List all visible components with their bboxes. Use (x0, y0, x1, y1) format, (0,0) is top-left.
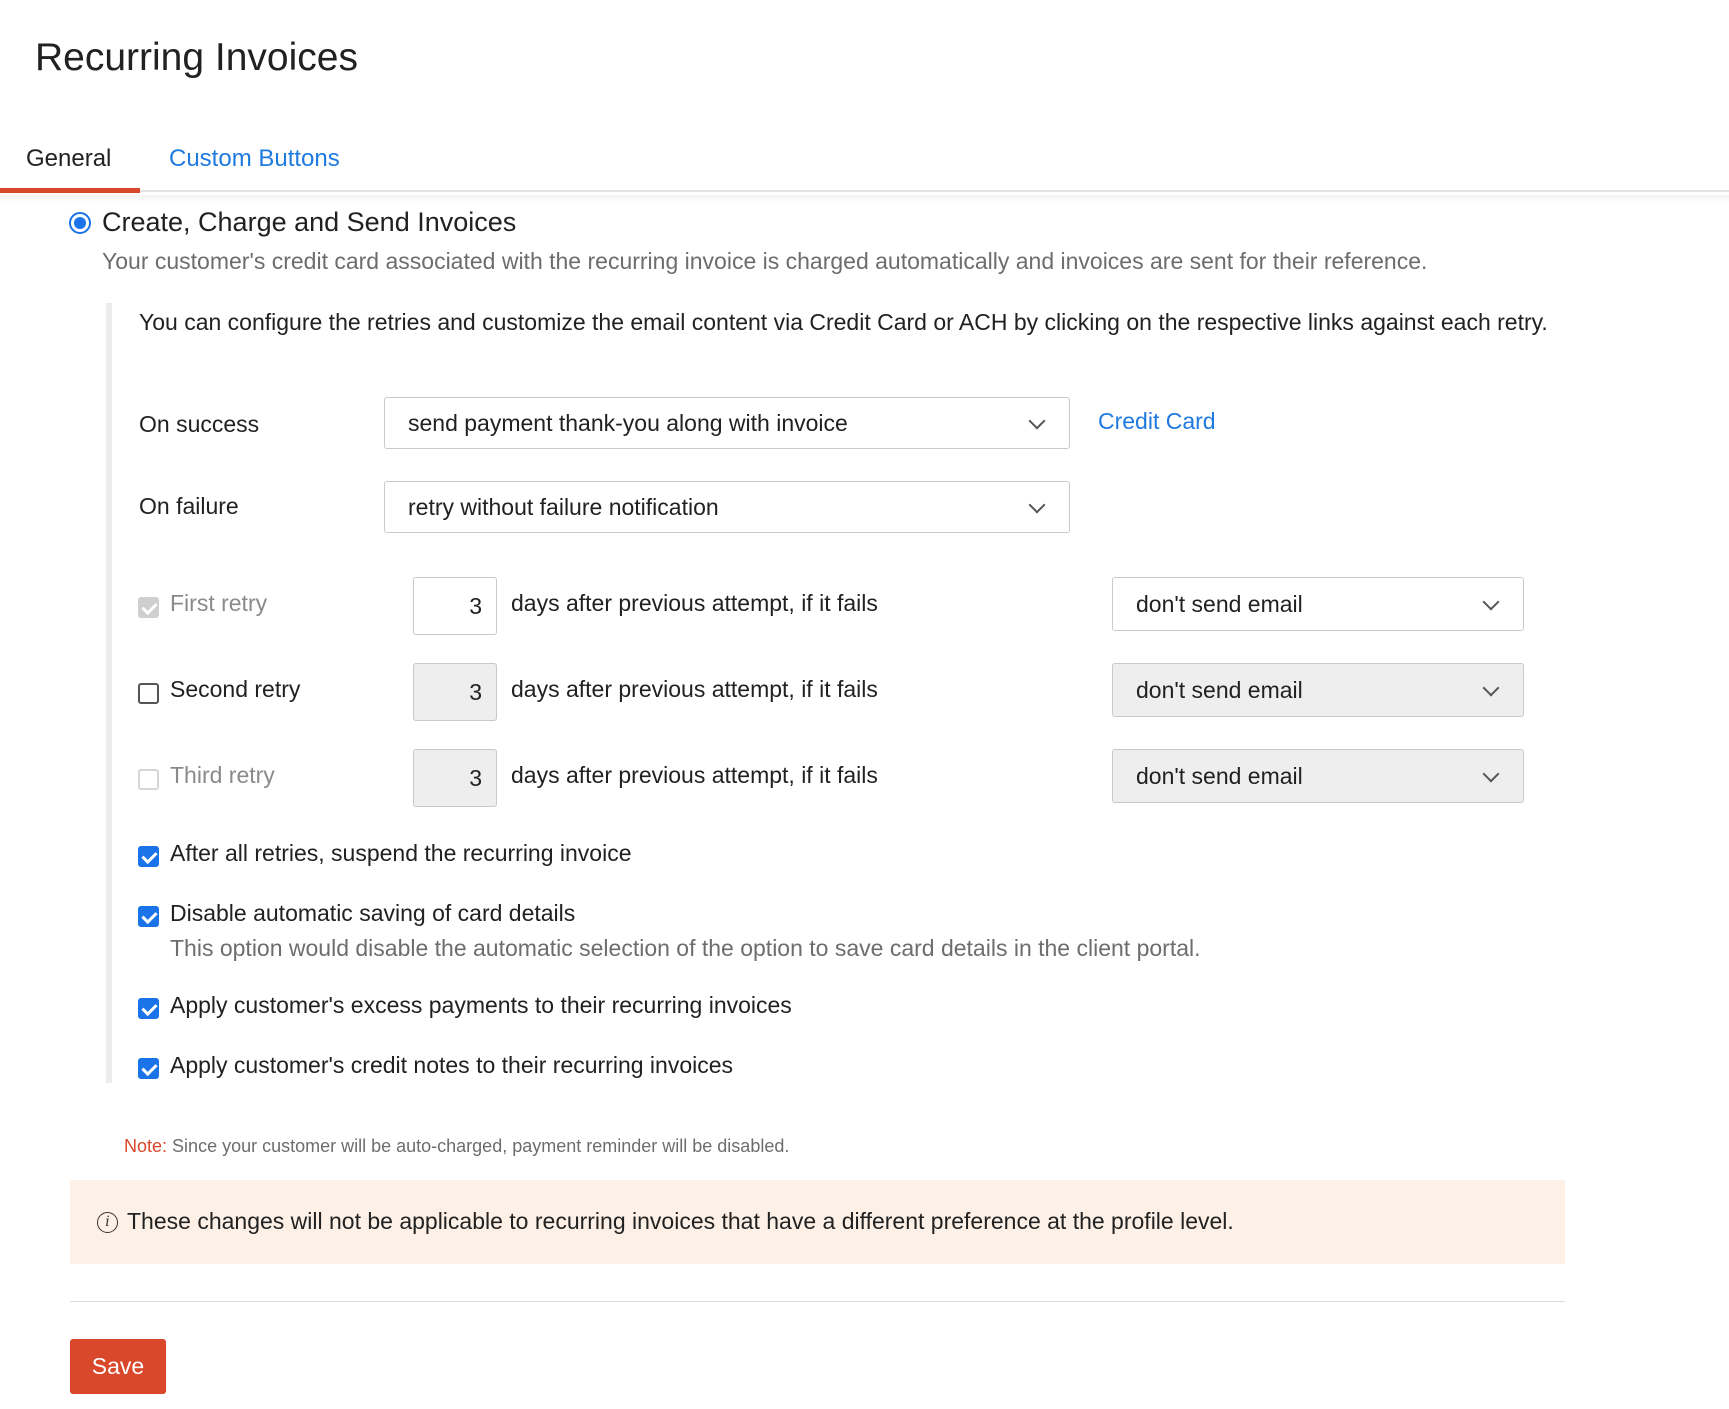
second-retry-checkbox[interactable] (138, 683, 159, 704)
disable-card-saving-label: Disable automatic saving of card details (170, 900, 576, 926)
mode-label: Create, Charge and Send Invoices (102, 207, 517, 237)
header-shadow (0, 195, 1729, 203)
apply-credit-notes-label: Apply customer's credit notes to their recurring invoices (170, 1052, 734, 1078)
info-icon: i (97, 1212, 118, 1233)
suspend-after-retries-checkbox[interactable] (138, 846, 159, 867)
first-retry-email-select[interactable] (1112, 577, 1524, 631)
second-retry-label: Second retry (170, 676, 301, 702)
first-retry-checkbox[interactable] (138, 597, 159, 618)
third-retry-checkbox[interactable] (138, 769, 159, 790)
third-retry-email-select[interactable] (1112, 749, 1524, 803)
chevron-down-icon (1483, 766, 1500, 783)
disable-card-saving-checkbox[interactable] (138, 906, 159, 927)
on-success-value: send payment thank-you along with invoice (408, 410, 848, 436)
tab-general[interactable]: General (26, 145, 112, 172)
suspend-after-retries-label: After all retries, suspend the recurring invoice (170, 840, 632, 866)
second-retry-email-select[interactable] (1112, 663, 1524, 717)
third-retry-days-input[interactable]: 3 (413, 749, 497, 807)
first-retry-label: First retry (170, 590, 268, 616)
mode-radio[interactable] (69, 212, 91, 234)
on-failure-select[interactable] (384, 481, 1070, 533)
second-retry-days-input[interactable]: 3 (413, 663, 497, 721)
chevron-down-icon (1029, 497, 1046, 514)
save-button[interactable]: Save (70, 1339, 166, 1394)
chevron-down-icon (1483, 680, 1500, 697)
first-retry-suffix: days after previous attempt, if it fails (511, 590, 878, 616)
second-retry-suffix: days after previous attempt, if it fails (511, 676, 878, 702)
third-retry-label: Third retry (170, 762, 275, 788)
on-success-select[interactable] (384, 397, 1070, 449)
config-section-bar (106, 303, 112, 1083)
tab-bar-divider (0, 190, 1729, 192)
page-title: Recurring Invoices (35, 36, 358, 79)
mode-description: Your customer's credit card associated with the recurring invoice is charged automatically and invoices are sent for their reference. (102, 248, 1428, 274)
info-banner-text: These changes will not be applicable to recurring invoices that have a different preference at the profile level. (127, 1208, 1234, 1234)
first-retry-days-input[interactable]: 3 (413, 577, 497, 635)
note-text: Since your customer will be auto-charged, payment reminder will be disabled. (172, 1136, 790, 1156)
note-label: Note: (124, 1136, 168, 1156)
tab-custom-buttons[interactable]: Custom Buttons (169, 145, 340, 172)
retry-intro-text: You can configure the retries and customize the email content via Credit Card or ACH by clicking on the respective links against each retry. (139, 309, 1548, 335)
first-retry-email-value: don't send email (1136, 591, 1303, 617)
on-success-label: On success (139, 411, 260, 437)
third-retry-suffix: days after previous attempt, if it fails (511, 762, 878, 788)
second-retry-email-value: don't send email (1136, 677, 1303, 703)
active-tab-indicator (0, 188, 140, 193)
on-failure-value: retry without failure notification (408, 494, 719, 520)
auto-charge-note (124, 1136, 789, 1157)
apply-credit-notes-checkbox[interactable] (138, 1058, 159, 1079)
on-failure-label: On failure (139, 493, 239, 519)
chevron-down-icon (1483, 594, 1500, 611)
chevron-down-icon (1029, 413, 1046, 430)
apply-excess-payments-label: Apply customer's excess payments to their recurring invoices (170, 992, 792, 1018)
third-retry-email-value: don't send email (1136, 763, 1303, 789)
footer-divider (70, 1301, 1565, 1302)
disable-card-saving-hint: This option would disable the automatic selection of the option to save card details in the client portal. (170, 935, 1201, 961)
credit-card-link[interactable]: Credit Card (1098, 408, 1216, 434)
apply-excess-payments-checkbox[interactable] (138, 998, 159, 1019)
